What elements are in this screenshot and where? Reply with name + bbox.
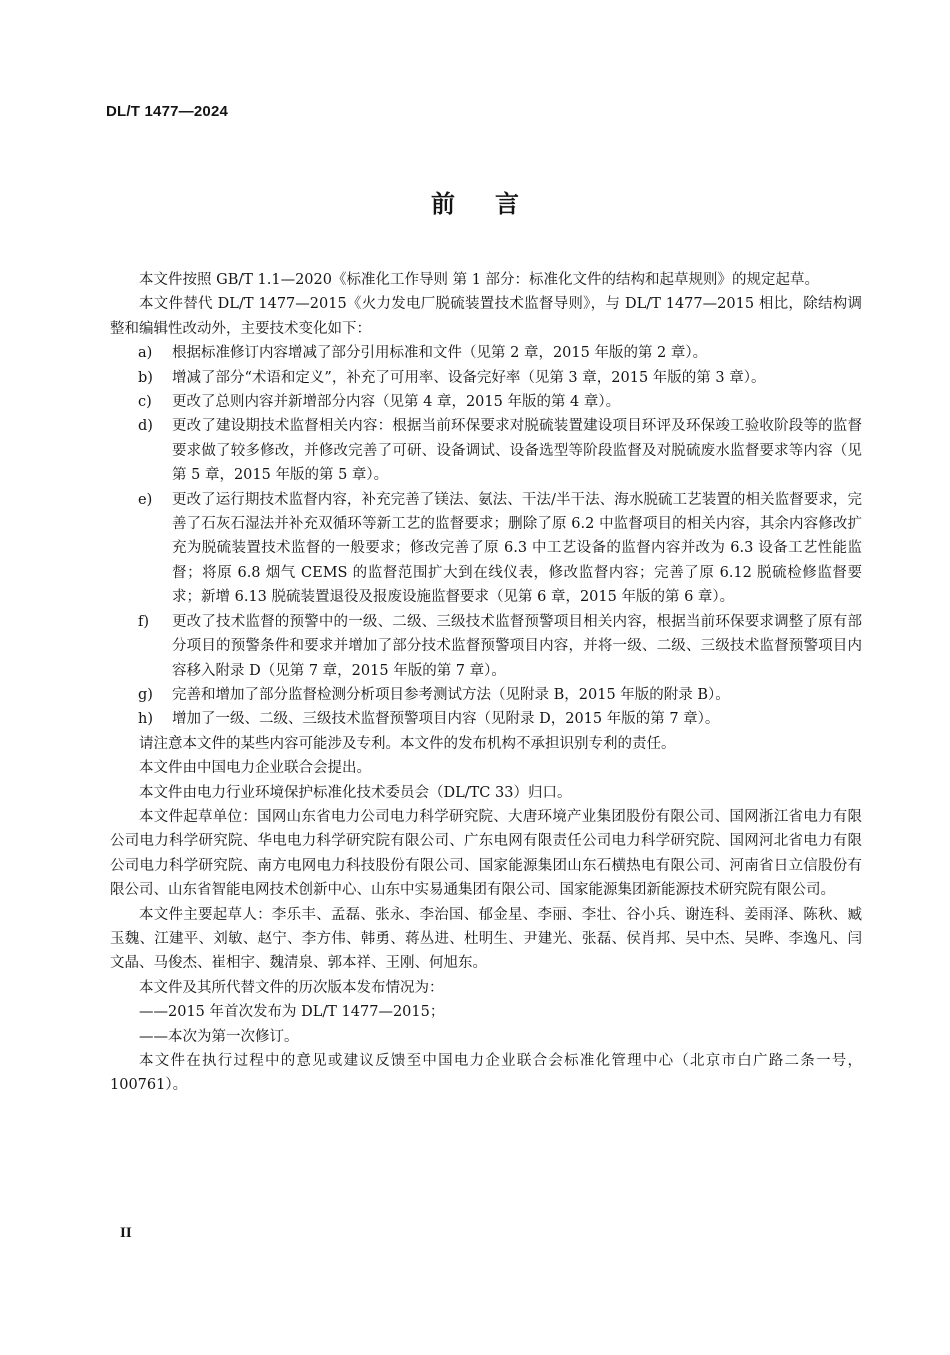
list-item-text: 根据标准修订内容增减了部分引用标准和文件（见第 2 章，2015 年版的第 2 章）。 bbox=[172, 345, 708, 362]
list-item bbox=[138, 366, 862, 390]
list-item-text: 完善和增加了部分监督检测分析项目参考测试方法（见附录 B，2015 年版的附录 B）。 bbox=[172, 686, 730, 703]
list-item-mark: c) bbox=[138, 394, 152, 411]
list-item-text: 增减了部分“术语和定义”，补充了可用率、设备完好率（见第 3 章，2015 年版的第 3 章）。 bbox=[172, 369, 766, 386]
foreword-body bbox=[110, 268, 862, 1098]
list-item-mark: g) bbox=[138, 686, 153, 703]
patent-notice: 请注意本文件的某些内容可能涉及专利。本文件的发布机构不承担识别专利的责任。 bbox=[139, 735, 676, 752]
list-item-mark: d) bbox=[138, 418, 153, 435]
drafting-basis-paragraph: 本文件按照 GB/T 1.1—2020《标准化工作导则 第 1 部分：标准化文件的结构和起草规则》的规定起草。 bbox=[139, 272, 820, 288]
list-item-mark: h) bbox=[138, 711, 153, 728]
technical-changes-list bbox=[110, 341, 862, 732]
list-item bbox=[138, 707, 862, 731]
list-item bbox=[138, 610, 862, 683]
drafting-units: 本文件起草单位：国网山东省电力公司电力科学研究院、大唐环境产业集团股份有限公司、国网浙江省电力有限公司电力科学研究院、华电电力科学研究院有限公司、广东电网有限责任公司电力科学研究院、国网河北省电力有限公司电力科学研究院、南方电网电力科技股份有限公司、国家能源集团山东石横热电有限公司、河南省日立信股份有限公司、山东省智能电网技术创新中心、山东中实易通集团有限公司、国家能源集团新能源技术研究院有限公司。 bbox=[110, 808, 862, 899]
version-history-intro: 本文件及其所代替文件的历次版本发布情况为： bbox=[139, 979, 444, 996]
list-item bbox=[138, 341, 862, 365]
list-item-text: 增加了一级、二级、三级技术监督预警项目内容（见附录 D，2015 年版的第 7 章）。 bbox=[172, 711, 720, 728]
version-history-item: ——本次为第一次修订。 bbox=[139, 1028, 299, 1045]
technical-committee-statement: 本文件由电力行业环境保护标准化技术委员会（DL/TC 33）归口。 bbox=[139, 784, 572, 801]
main-drafters: 本文件主要起草人：李乐丰、孟磊、张永、李治国、郁金星、李丽、李壮、谷小兵、谢连科、姜雨泽、陈秋、臧玉魏、江建平、刘敏、赵宁、李方伟、韩勇、蒋丛进、杜明生、尹建光、张磊、侯肖邦、吴中杰、吴晔、李逸凡、闫文晶、马俊杰、崔相宇、魏清泉、郭本祥、王刚、何旭东。 bbox=[110, 906, 862, 972]
version-history-item: ——2015 年首次发布为 DL/T 1477—2015； bbox=[139, 1004, 445, 1021]
list-item bbox=[138, 488, 862, 610]
list-item bbox=[138, 683, 862, 707]
list-item bbox=[138, 390, 862, 414]
document-code: DL/T 1477—2024 bbox=[106, 103, 229, 120]
list-item-text: 更改了建设期技术监督相关内容：根据当前环保要求对脱硫装置建设项目环评及环保竣工验收阶段等的监督要求做了较多修改，并修改完善了可研、设备调试、设备选型等阶段监督及对脱硫废水监督要求等内容（见第 5 章，2015 年版的第 5 章）。 bbox=[172, 418, 862, 484]
feedback-statement: 本文件在执行过程中的意见或建议反馈至中国电力企业联合会标准化管理中心（北京市白广路二条一号，100761）。 bbox=[110, 1053, 862, 1094]
list-item-mark: f) bbox=[138, 613, 150, 630]
proposer-statement: 本文件由中国电力企业联合会提出。 bbox=[139, 760, 371, 777]
list-item-text: 更改了总则内容并新增部分内容（见第 4 章，2015 年版的第 4 章）。 bbox=[172, 394, 621, 411]
replacement-paragraph: 本文件替代 DL/T 1477—2015《火力发电厂脱硫装置技术监督导则》，与 DL/T 1477—2015 相比，除结构调整和编辑性改动外，主要技术变化如下： bbox=[110, 296, 862, 337]
list-item bbox=[138, 414, 862, 487]
list-item-text: 更改了技术监督的预警中的一级、二级、三级技术监督预警项目相关内容，根据当前环保要求调整了原有部分项目的预警条件和要求并增加了部分技术监督预警项目内容，并将一级、二级、三级技术监督预警项目内容移入附录 D（见第 7 章，2015 年版的第 7 章）。 bbox=[172, 613, 862, 679]
list-item-mark: e) bbox=[138, 491, 153, 508]
list-item-text: 更改了运行期技术监督内容，补充完善了镁法、氨法、干法/半干法、海水脱硫工艺装置的相关监督要求，完善了石灰石湿法并补充双循环等新工艺的监督要求；删除了原 6.2 中监督项目的相关内容，其余内容修改扩充为脱硫装置技术监督的一般要求；修改完善了原 6.3 中工艺设备的监督内容并改为 6.3 设备工艺性能监督；将原 6.8 烟气 CEMS 的监督范围扩大到在线仪表，修改监督内容；完善了原 6.12 脱硫检修监督要求；新增 6.13 脱硫装置退役及报废设施监督要求（见第 6 章，2015 年版的第 6 章）。 bbox=[172, 491, 862, 606]
list-item-mark: a) bbox=[138, 345, 153, 362]
page-number: II bbox=[120, 1225, 132, 1241]
list-item-mark: b) bbox=[138, 369, 153, 386]
section-title: 前言 bbox=[431, 190, 559, 218]
